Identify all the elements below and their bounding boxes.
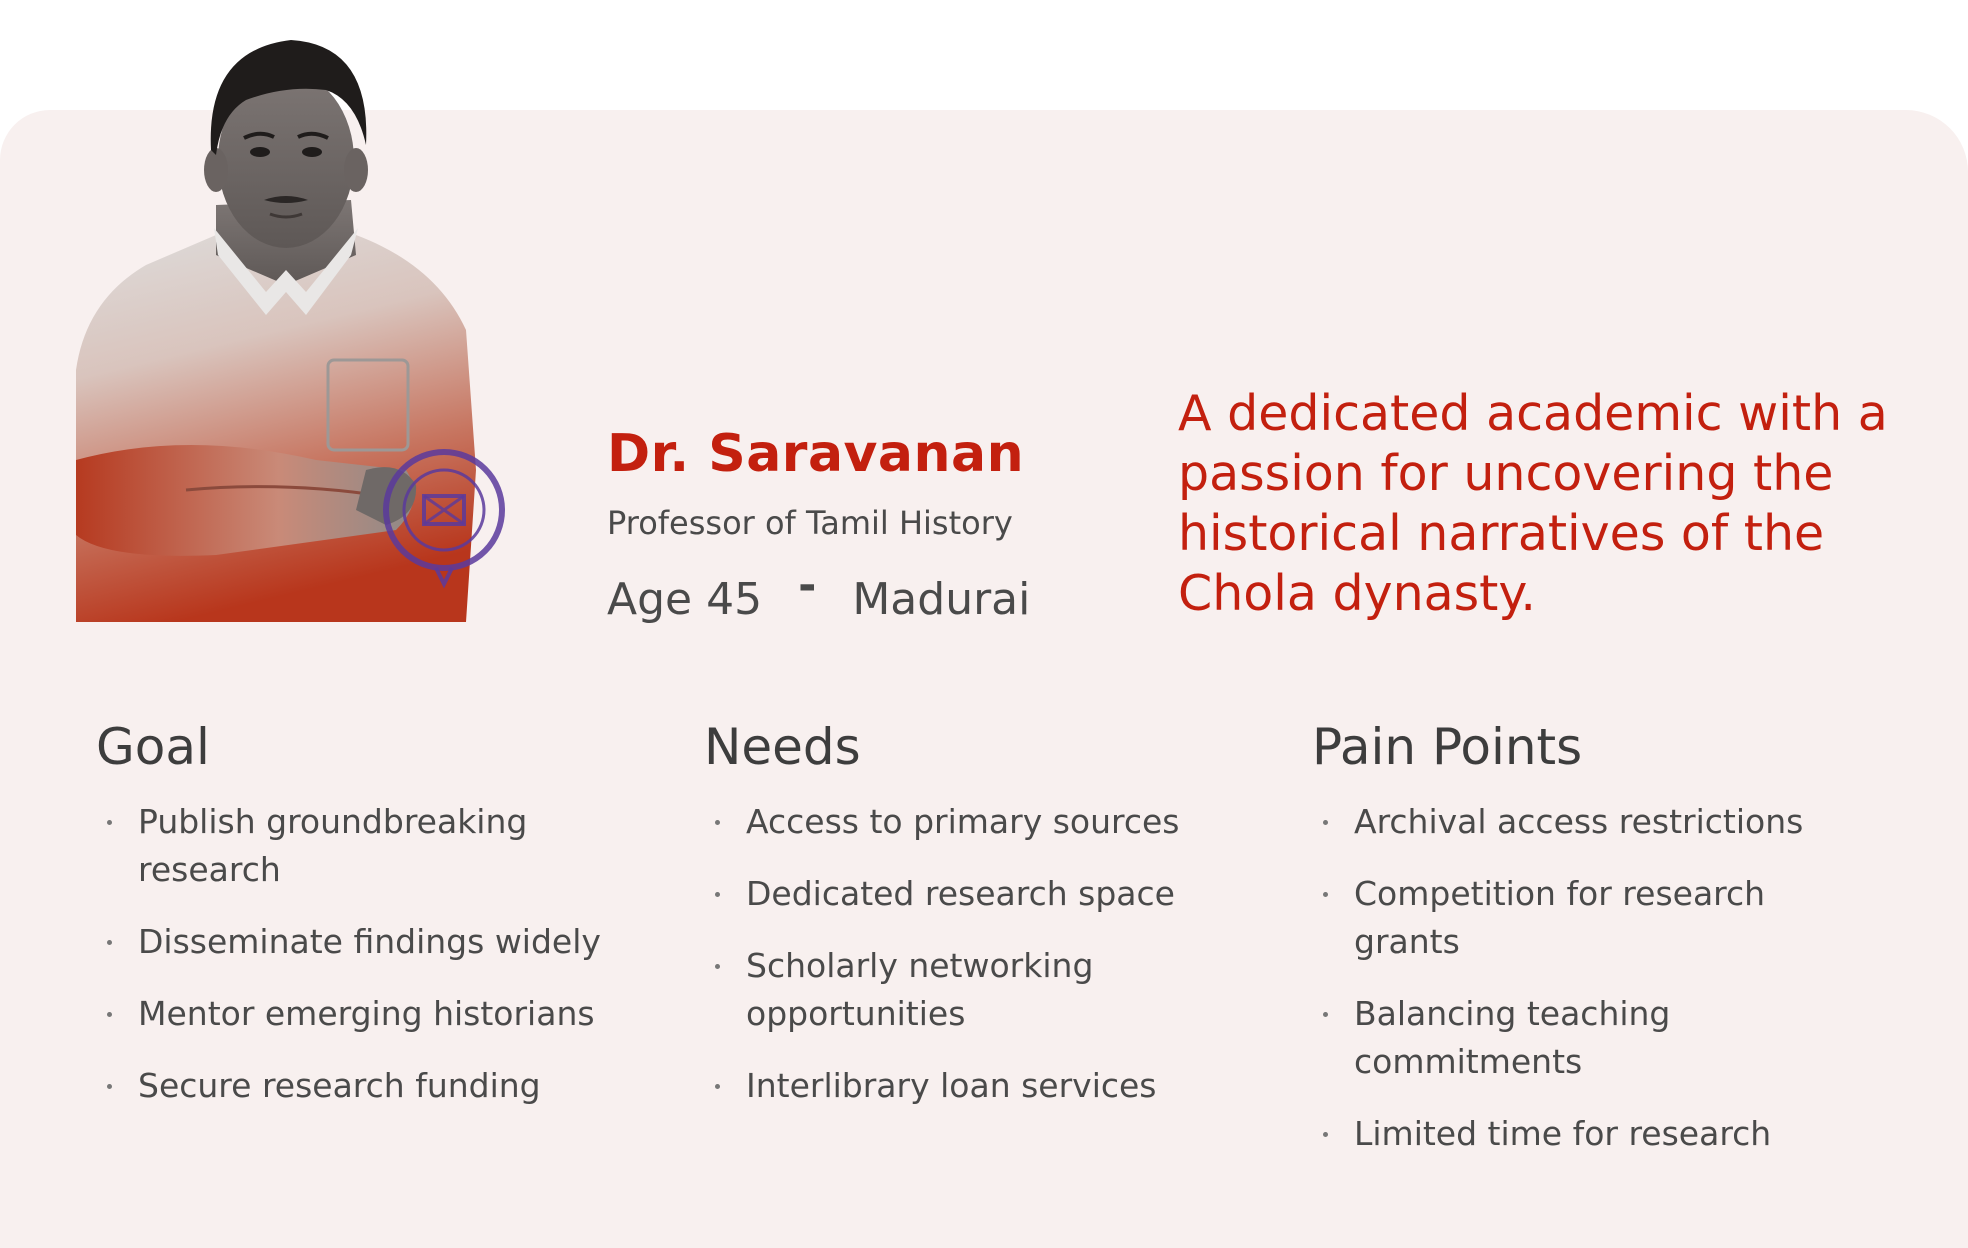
persona-tagline: A dedicated academic with a passion for uncovering the historical narratives of the Chola dynasty. (1178, 385, 1888, 622)
list-item: Balancing teaching commitments (1312, 990, 1794, 1086)
needs-heading: Needs (704, 718, 861, 776)
goal-list (96, 798, 656, 1110)
list-item: Secure research funding (96, 1062, 656, 1110)
persona-meta (607, 560, 1031, 634)
needs-list (704, 798, 1264, 1110)
meta-separator: - (798, 560, 817, 611)
portrait-photo (66, 30, 506, 622)
list-item: Dedicated research space (704, 870, 1264, 918)
list-item: Archival access restrictions (1312, 798, 1872, 846)
list-item: Mentor emerging historians (96, 990, 656, 1038)
list-item: Interlibrary loan services (704, 1062, 1264, 1110)
pain-points-heading: Pain Points (1312, 718, 1583, 776)
list-item: Scholarly networking opportunities (704, 942, 1186, 1038)
persona-role: Professor of Tamil History (607, 504, 1013, 542)
pain-points-list (1312, 798, 1872, 1158)
list-item: Competition for research grants (1312, 870, 1794, 966)
list-item: Limited time for research (1312, 1110, 1872, 1158)
persona-name: Dr. Saravanan (607, 424, 1025, 484)
pain-points-section (1312, 718, 1872, 1182)
list-item: Publish groundbreaking research (96, 798, 578, 894)
list-item: Disseminate findings widely (96, 918, 656, 966)
goal-section (96, 718, 656, 1134)
list-item: Access to primary sources (704, 798, 1264, 846)
needs-section (704, 718, 1264, 1134)
goal-heading: Goal (96, 718, 210, 776)
persona-location: Madurai (852, 574, 1031, 625)
persona-age: Age 45 (607, 574, 763, 625)
